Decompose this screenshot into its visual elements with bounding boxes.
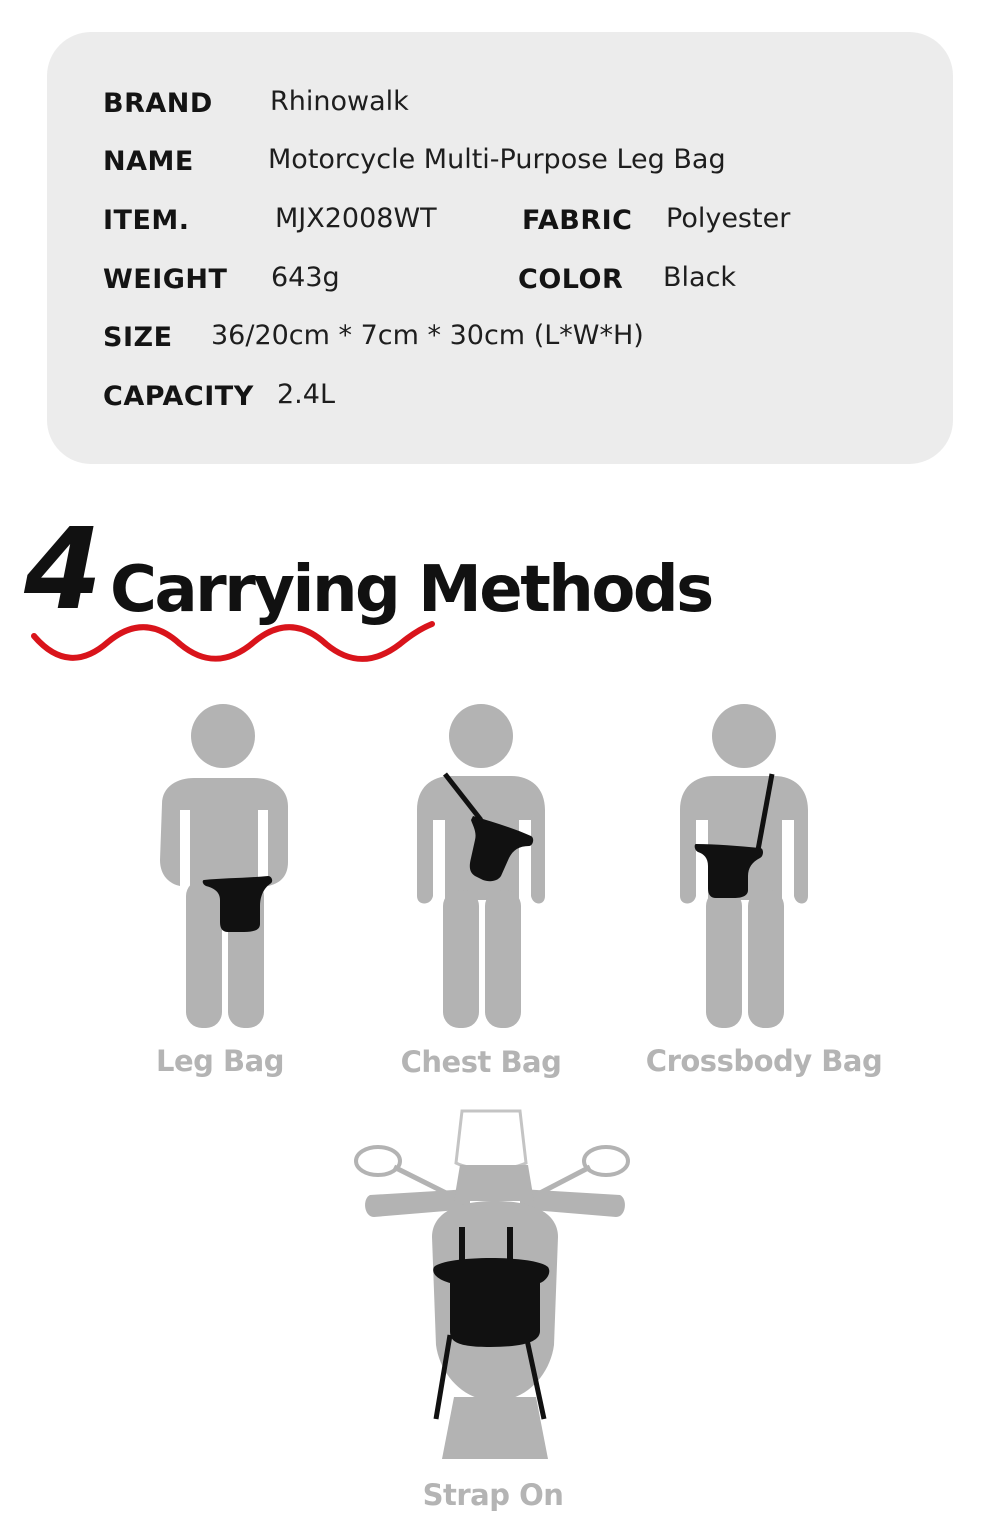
person-leg-bag-icon [150,700,300,1030]
fabric-label: FABRIC [522,205,633,236]
fabric-value: Polyester [666,203,791,234]
item-label: ITEM. [103,205,190,236]
brand-value: Rhinowalk [270,86,409,117]
name-label: NAME [103,146,194,177]
caption-strap-on: Strap On [422,1478,564,1512]
motorcycle-strap-on-icon [350,1105,640,1465]
weight-value: 643g [271,262,340,293]
heading-number: 4 [24,505,102,635]
heading-title: Carrying Methods [110,553,712,627]
red-wave-underline [28,618,438,670]
person-chest-bag-icon [405,700,555,1030]
person-crossbody-bag-icon [668,700,818,1030]
color-value: Black [663,262,737,293]
caption-leg-bag: Leg Bag [156,1044,284,1078]
caption-chest-bag: Chest Bag [400,1045,562,1079]
capacity-value: 2.4L [277,379,335,410]
name-value: Motorcycle Multi-Purpose Leg Bag [268,144,726,175]
capacity-label: CAPACITY [103,381,254,412]
color-label: COLOR [518,264,624,295]
size-label: SIZE [103,322,173,353]
weight-label: WEIGHT [103,264,228,295]
caption-crossbody-bag: Crossbody Bag [645,1044,883,1078]
item-value: MJX2008WT [275,203,437,234]
size-value: 36/20cm * 7cm * 30cm (L*W*H) [211,320,644,351]
brand-label: BRAND [103,88,213,119]
